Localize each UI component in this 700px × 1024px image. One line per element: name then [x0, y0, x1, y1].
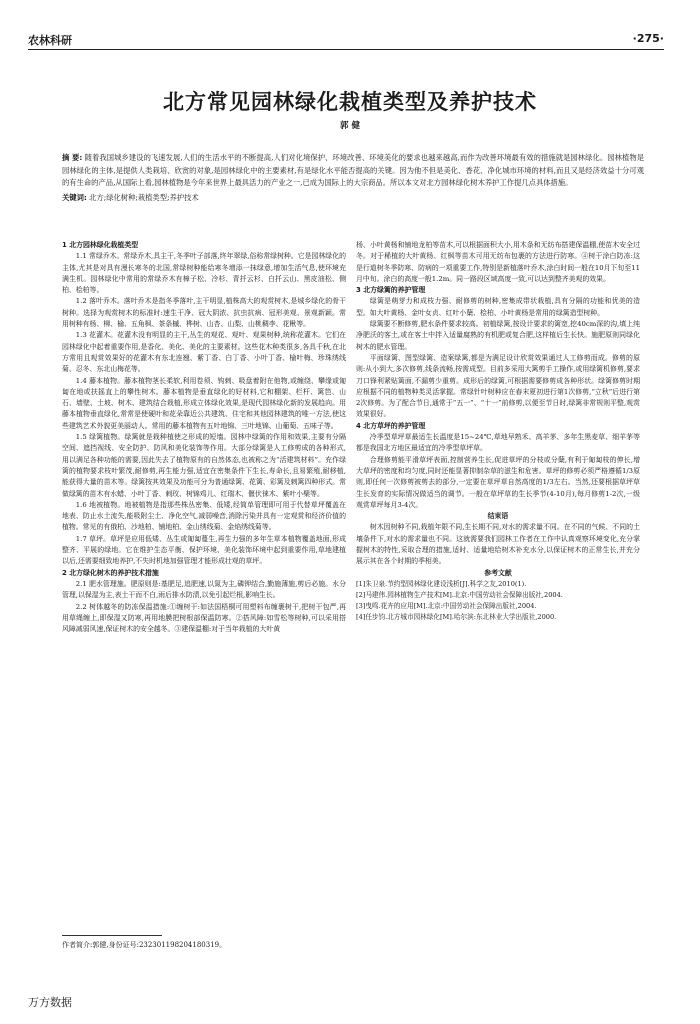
section-heading: 1 北方园林绿化栽植类型: [62, 241, 139, 249]
body-paragraph: 杨、小叶黄杨和铺地龙柏等苗木,可以根据面积大小,用木条和无纺布搭建保温棚,使苗木安全过冬。对于稀植的大叶黄杨、红枫等苗木可用无纺布包裹的方法进行防寒。④树干涂白防冻:这是行道树冬季防寒、防病的一项重要工作,特别是新植落叶乔木,涂白时间一般在10月下旬至11月中旬。涂白的高度一般1.2m。同一路段区域高度一致,可以达到整齐美观的效果。: [356, 241, 640, 283]
keywords-text: 北方;绿化树种;栽植类型;养护技术: [89, 193, 199, 202]
body-paragraph: 2.2 树体越冬的防冻保温措施:①缠树干:如法国梧桐可用塑料布缠裹树干,把树干包严,再用草绳缠上,即保湿又防寒,再用地膜把树根部保温防寒。②搭风障:如雪松等树种,可以采用搭风障减弱风速,保证树木的安全越冬。③建保温棚:对于当年栽植的大叶黄: [62, 602, 346, 634]
section-heading: 参考文献: [484, 568, 512, 577]
article-author: 郭 健: [340, 121, 360, 131]
header-rule: [28, 49, 664, 50]
body-paragraph: 冷季型草坪草最适生长温度是15~24℃,草地早熟禾、高羊茅、多年生黑麦草、细羊茅等都是我国北方地区最适宜的冷季型草坪草。: [356, 433, 640, 453]
abstract-text: 随着我国城乡建设的飞速发展,人们的生活水平的不断提高,人们对化境保护、环境改善、环境美化的要求也越来越高,而作为改善环境最有效的措施就是园林绿化。园林植物是园林绿化的主体,是提供人类栽培、欣赏的对象,是园林绿化中的主要素材,有是绿化水平能否提高的关键。因为他不但是美化、香花、净化城市环境的材料,而且又是经济效益十分可观的有生命的产品,从国际上看,园林植物是今年来世界上最具活力的产业之一,已成为国际上的大宗商品。所以本文对北方园林绿化树木养护工作提几点具体措施。: [62, 153, 644, 188]
abstract-label: 摘 要:: [62, 153, 83, 162]
right-column: [356, 240, 640, 930]
reference-item: [2]马建伟.园林植物生产技术[M].北京:中国劳动社会保障出版社,2004.: [356, 590, 563, 599]
body-paragraph: 1.6 地被植物。地被植物是指那些株丛密集、低矮,经简单管理即可用于代替草坪覆盖在地表、防止水土流失,能吸附尘土、净化空气,减弱噪音,消除污染并具有一定观赏和经济价值的植物。常见的有俄柏、沙地柏、铺地柏、金山绣线菊、金焰绣线菊等。: [62, 500, 346, 532]
left-column: [62, 240, 346, 930]
body-paragraph: 1.7 草坪。草坪是应用低矮、丛生或匍匐蔓生,再生力强的多年生草本植物覆盖地面,形成整齐、平展的绿地。它在维护生态平衡、保护环境、美化装饰环境中起到重要作用,草地建植以后,还需要细致地养护,不失时机地加强管理才能形成壮观的草坪。: [62, 534, 346, 566]
body-paragraph: 1.2 落叶乔木。落叶乔木是指冬季落叶,主干明显,植株高大的观赏树木,是城乡绿化的骨干树种。选择为观赏树木的标准时:速生干净、冠大阴浓、抗虫抗病、冠形美观、景观新颖。常用树种有杨、柳、榆、五角枫、茶条槭、桦树、山杏、山梨、山桃稠李、花楸等。: [62, 297, 346, 329]
reference-item: [4]任步钧.北方城市园林绿化[M].哈尔滨:东北林业大学出版社,2000.: [356, 612, 557, 621]
body-paragraph: 1.3 花灌木。花灌木没有明显的主干,丛生的观花、观叶、观果树种,统称花灌木。它们在园林绿化中起着重要作用,是香化、美化、美化的主要素材。这些花木种类很多,各具千秋,在北方常用且观赏效果好的花灌木有东北连翘、紫丁香、白丁香、小叶丁香、榆叶梅、珍珠绣线菊、忍冬、东北山梅花等。: [62, 331, 346, 374]
section-heading: 结束语: [487, 512, 509, 521]
keywords: [62, 192, 644, 204]
body-paragraph: 1.1 常绿乔木。常绿乔木,具主干,冬季叶子部落,终年翠绿,俗称常绿树种。它是园林绿化的主体,尤其是对具有漫长寒冬的北国,常绿树种能给寒冬增添一抹绿意,增加生活气息,使环境充满生机。园林绿化中常用的常绿乔木有樟子松、冷杉、青扦云杉、白扦云山、黑皮油松、侧柏、桧柏等。: [62, 252, 346, 295]
author-note: 作者简介:郭健,身份证号:232301198204180319。: [62, 941, 227, 949]
header-journal: 农林科研: [28, 34, 72, 47]
reference-item: [1]朱卫泉.节约型园林绿化建设浅析[J].科学之友,2010(1).: [356, 579, 527, 588]
body-paragraph: 绿篱是萌芽力和成枝力强、耐修剪的树种,密集成带状栽植,具有分隔的功能和优美的造型。如大叶黄杨、金叶女贞、红叶小蘖、桧柏、小叶黄杨是常用的绿篱造型树种。: [356, 297, 640, 317]
body-paragraph: 绿篱要不断修剪,肥水条件要求较高。初植绿篱,按设计要求的篱宽,挖40cm深的沟,填上纯净肥沃的客土,或在客土中拌入适量腐熟的有机肥或复合肥,这样植后生长快。施肥原则同绿化树木的肥水管理。: [356, 320, 640, 351]
body-paragraph: 1.5 绿篱植物。绿篱就是栽种植使之形成的短墙。园林中绿篱的作用和效果,主要有分隔空间、遮挡视线、安全防护、防风和美化装饰等作用。大部分绿篱是人工修剪成的各种形式,用以满足各种功能的需要,因此失去了植物原有的自然体态,也被称之为“活建筑材料”。充作绿篱的植物要求枝叶繁茂,耐修剪,再生能力强,适宜在密集条件下生长,寿命长,且易繁殖,耐移植,能获得大量的苗木等。绿篱按其效果及功能可分为普通绿篱、花篱、彩篱及刺篱四种形式。常做绿篱的苗木有水蜡、小叶丁香、刺玫、树锦鸡儿、红瑞木、偃伏徕木、紫叶小檗等。: [62, 433, 346, 498]
body-paragraph: 2.1 肥水管理施。肥原则是:基肥足,追肥速,以氮为主,磷钾结合,勤施薄施,剪后必施。水分管理,以保湿为主,表土干而不白,雨后排水防渍,以免引起烂根,影响生长。: [62, 579, 346, 600]
section-heading: 2 北方绿化树木的养护技术措施: [62, 568, 159, 577]
author-note-rule: [62, 935, 162, 936]
reference-item: [3]曳鸣.花卉的应用[M].北京:中国劳动社会保障出版社,2004.: [356, 601, 537, 610]
section-heading: 3 北方绿篱的养护管理: [356, 286, 426, 295]
body-paragraph: 平面绿篱、图型绿篱、造案绿篱,都是为满足设计欣赏效果通过人工修剪而成。修剪的原则:从小到大,多次修剪,线条流畅,按需成型。目前多采用大篱剪手工操作,或用绿篱机修剪,要求刀口锋利紧贴篱面,不漏剪少重剪。成形后的绿篱,可根据需要修剪成各种形状。绿篱修剪时期应根据不同的植物种类灵活掌握。常绿针叶树种应在春末夏初进行第1次修剪,“立秋”后进行第2次修剪。为了配合节日,通常于“五一”、“十一”前修剪,以便至节日时,绿篱非常规则平整,观赏效果很好。: [356, 353, 640, 419]
keywords-label: 关键词:: [62, 193, 87, 202]
article-title: 北方常见园林绿化栽植类型及养护技术: [163, 90, 537, 114]
body-paragraph: 1.4 藤本植物。藤本植物茎长柔软,利用卷须、钩刺、吸盘着附在他物,或缠绕、攀缘或匍匐在地或扶摇直上的攀性树木。藤本植物是垂直绿化的好材料,它和棚架、栏杆、篱笆、山石、墙壁、土坡、树木、建筑结合栽植,形成立体绿化效果,是现代园林绿化新的发展趋向。用藤本植物垂直绿化,常常是使硬叶和花朵靠近公共建筑、住宅和其他园林建筑的唯一方法,使这些建筑艺术外貌更美丽动人。常用的藤本植物有五叶地锦、三叶地锦、山葡萄、五味子等。: [62, 376, 346, 430]
body-paragraph: 合理修剪能平滑草坪表面,控制营养生长,促进草坪的分枝或分蘖,有利于匍匐枝的伸长,增大草坪的密度和均匀度,同时还能显著抑制杂草的滋生和危害。草坪的修剪必须严格遵循1/3原则,即任何一次修剪被剪去的部分,一定要在草坪草自然高度的1/3左右。当然,还要根据草坪草生长发育的实际情况做适当的调节。一般在草坪草的生长季节(4-10月),每月修剪1-2次,一级观赏草坪每月3-4次。: [356, 455, 640, 509]
section-heading: 4 北方草坪的养护管理: [356, 421, 426, 430]
footer-source: 万方数据: [28, 996, 72, 1009]
body-paragraph: 树木因树种不同,栽植年限不同,生长期不同,对水的需求量不同。在不同的气候、不同的土壤条件下,对水的需求量也不同。这就需要我们园林工作者在工作中认真观察环境变化,充分掌握树木的特性,采取合理的措施,适时、适量地给树木补充水分,以保证树木的正常生长,并充分展示其在各个时期的季相美。: [356, 523, 640, 566]
abstract: [62, 152, 644, 190]
header-page-number: ·275·: [632, 32, 664, 45]
